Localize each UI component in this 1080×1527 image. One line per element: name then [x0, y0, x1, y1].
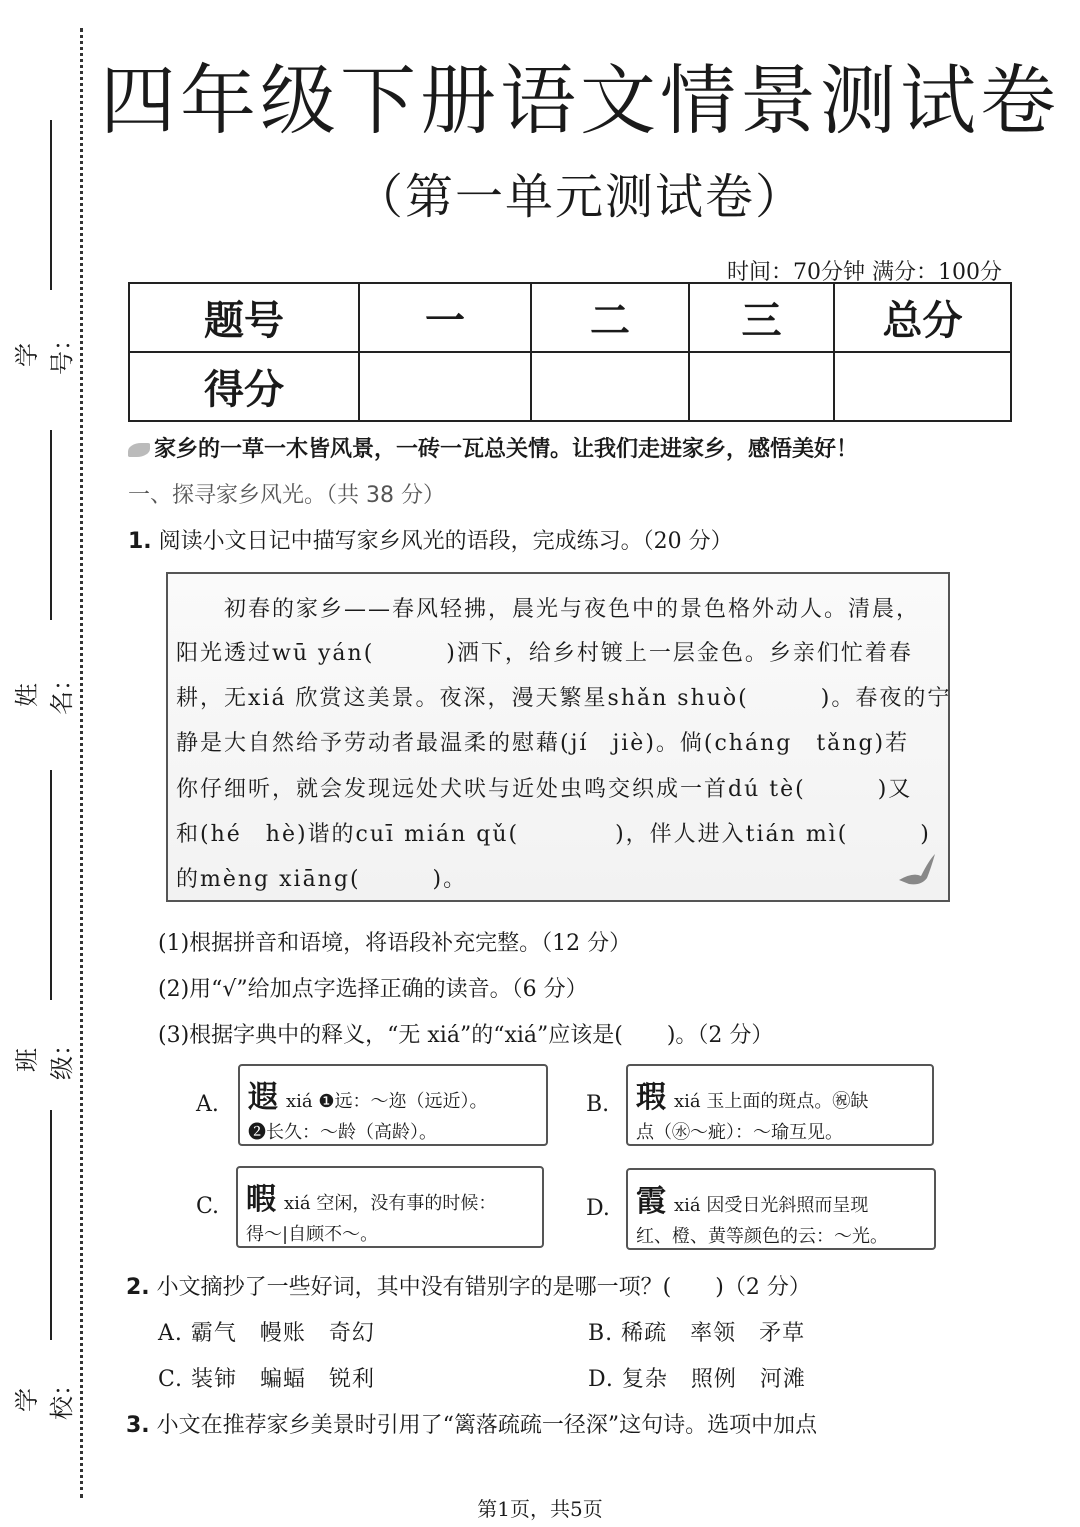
page-title: 四年级下册语文情景测试卷 — [100, 56, 1060, 145]
passage-line-2[interactable]: 阳光透过wū yán( )洒下，给乡村镀上一层金色。乡亲们忙着春 — [176, 641, 913, 666]
page-subtitle: （第一单元测试卷） — [354, 169, 805, 225]
q2-option-d[interactable]: D. 复杂 照例 河滩 — [588, 1367, 806, 1392]
passage-line-4[interactable]: 静是大自然给予劳动者最温柔的慰藉(jí jiè)。倘(cháng tǎng)若 — [176, 731, 910, 756]
question-2 — [126, 1270, 811, 1301]
subquestion-2: (2)用“√”给加点字选择正确的读音。（6 分） — [158, 977, 588, 1002]
header-cell-question: 题号 — [129, 283, 359, 352]
header-cell-3: 三 — [689, 283, 834, 352]
dict-a-line1: xiá ❶远：～迩（远近）。 — [286, 1091, 488, 1112]
time-info: 时间：70分钟 满分：100分 — [727, 260, 1002, 285]
question-2-text: 小文摘抄了一些好词，其中没有错别字的是哪一项？( )（2 分） — [156, 1275, 811, 1300]
passage-line-6[interactable]: 和(hé hè)谐的cuī mián qǔ( )，伴人进入tián mì( ) — [176, 822, 931, 847]
score-table-score-row — [129, 352, 1011, 421]
intro-text-content: 家乡的一草一木皆风景，一砖一瓦总关情。让我们走进家乡，感悟美好！ — [154, 437, 859, 462]
option-c-letter[interactable]: C. — [196, 1194, 220, 1219]
score-table-header-row — [129, 283, 1011, 352]
option-d-letter[interactable]: D. — [586, 1196, 610, 1221]
bird-icon — [895, 850, 939, 894]
question-3-text: 小文在推荐家乡美景时引用了“篱落疏疏一径深”这句诗。选项中加点 — [156, 1413, 818, 1438]
dict-b-line1: xiá 玉上面的斑点。㊗缺 — [674, 1091, 869, 1112]
question-1-number: 1. — [128, 529, 152, 554]
dict-c-line2: 得～|自顾不～。 — [246, 1224, 379, 1245]
school-line — [50, 1110, 52, 1340]
question-1-text: 阅读小文日记中描写家乡风光的语段，完成练习。（20 分） — [158, 529, 733, 554]
option-b-letter[interactable]: B. — [586, 1092, 610, 1117]
leaf-icon — [128, 443, 150, 457]
question-3-number: 3. — [126, 1413, 150, 1438]
subquestion-1: (1)根据拼音和语境，将语段补充完整。（12 分） — [158, 931, 632, 956]
score-cell-total[interactable] — [834, 352, 1011, 421]
student-id-label: 学号： — [13, 327, 76, 375]
dict-d-line1: xiá 因受日光斜照而呈现 — [674, 1195, 869, 1216]
dict-d-line2: 红、橙、黄等颜色的云：～光。 — [636, 1226, 888, 1247]
score-cell-1[interactable] — [359, 352, 531, 421]
school-label: 学校： — [13, 1372, 76, 1420]
subquestion-3: (3)根据字典中的释义，“无 xiá”的“xiá”应该是( )。（2 分） — [158, 1023, 774, 1048]
dict-c-char: 暇 — [246, 1182, 276, 1217]
dict-a-char: 遐 — [248, 1080, 278, 1115]
question-3 — [126, 1408, 817, 1439]
page-footer: 第1页，共5页 — [477, 1497, 603, 1521]
header-cell-1: 一 — [359, 283, 531, 352]
passage-line-1: 初春的家乡——春风轻拂，晨光与夜色中的景色格外动人。清晨， — [176, 597, 921, 622]
dict-d-char: 霞 — [636, 1184, 666, 1219]
class-line — [50, 770, 52, 1000]
passage-line-5[interactable]: 你仔细听，就会发现远处犬吠与近处虫鸣交织成一首dú tè( )又 — [176, 777, 913, 802]
score-table — [128, 282, 1012, 422]
option-a-letter[interactable]: A. — [196, 1092, 219, 1117]
q2-option-c[interactable]: C. 装铈 蝙蝠 锐利 — [158, 1367, 376, 1392]
score-cell-2[interactable] — [531, 352, 689, 421]
score-cell-3[interactable] — [689, 352, 834, 421]
dict-entry-a[interactable] — [238, 1064, 548, 1146]
dict-entry-b[interactable] — [626, 1064, 934, 1146]
passage-line-7[interactable]: 的mèng xiāng( )。 — [176, 867, 468, 892]
header-cell-total: 总分 — [834, 283, 1011, 352]
q2-option-b[interactable]: B. 稀疏 率领 矛草 — [588, 1321, 806, 1346]
name-label: 姓名： — [13, 667, 76, 715]
dict-a-line2: ❷长久：～龄（高龄）。 — [248, 1122, 437, 1143]
dict-b-char: 瑕 — [636, 1080, 666, 1115]
dict-entry-c[interactable] — [236, 1166, 544, 1248]
dict-entry-d[interactable] — [626, 1168, 936, 1250]
dict-c-line1: xiá 空闲，没有事的时候： — [284, 1193, 497, 1214]
question-1 — [128, 524, 733, 555]
dict-b-line2: 点（㊌～疵）：～瑜互见。 — [636, 1122, 843, 1143]
name-line — [50, 430, 52, 620]
passage-line-3[interactable]: 耕，无xiá 欣赏这美景。夜深，漫天繁星shǎn shuò( )。春夜的宁 — [176, 686, 952, 711]
binding-dotted-line — [80, 28, 83, 1498]
question-2-number: 2. — [126, 1275, 150, 1300]
intro-text — [128, 432, 858, 463]
q2-option-a[interactable]: A. 霸气 幔账 奇幻 — [158, 1321, 375, 1346]
header-cell-2: 二 — [531, 283, 689, 352]
score-row-label: 得分 — [129, 352, 359, 421]
section-1-heading: 一、探寻家乡风光。（共 38 分） — [128, 483, 445, 508]
student-id-line — [50, 120, 52, 290]
class-label: 班级： — [13, 1032, 76, 1080]
